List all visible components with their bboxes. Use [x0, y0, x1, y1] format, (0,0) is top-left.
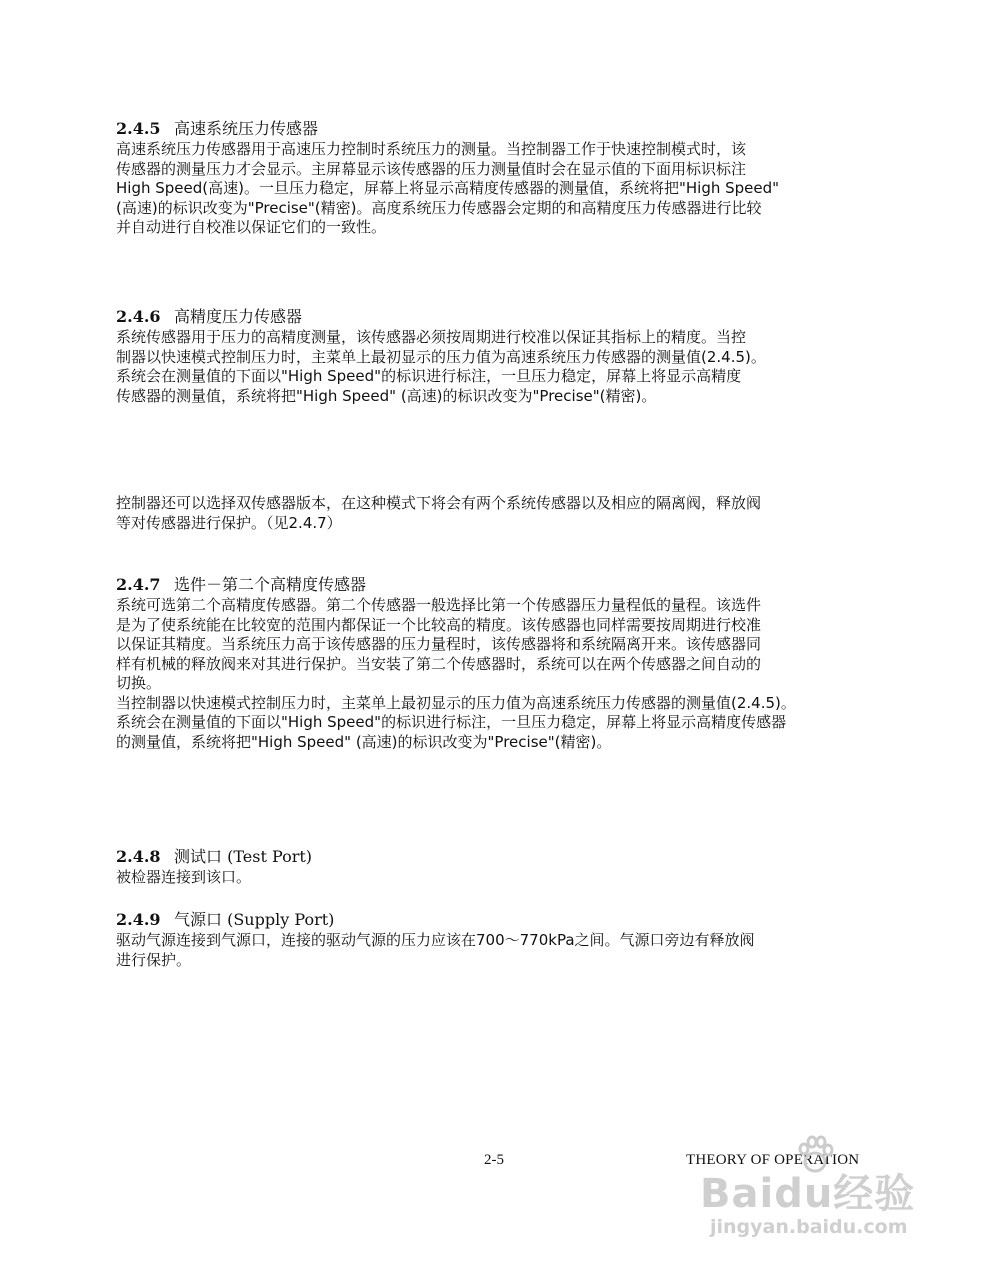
section-heading	[116, 574, 916, 596]
section-heading	[116, 846, 916, 868]
section-number: 2.4.6	[116, 307, 161, 326]
paragraph-line: 驱动气源连接到气源口，连接的驱动气源的压力应该在700～770kPa之间。气源口旁边有释放阀	[116, 931, 755, 949]
section-2-4-6	[116, 306, 916, 406]
paragraph-line: 当控制器以快速模式控制压力时，主菜单上最初显示的压力值为高速系统压力传感器的测量值(2.4.5)。	[116, 693, 796, 712]
section-number: 2.4.8	[116, 847, 161, 866]
paragraph-line: 进行保护。	[116, 950, 192, 969]
section-title: 选件－第二个高精度传感器	[174, 575, 367, 594]
section-2-4-5	[116, 118, 916, 238]
paragraph-line: 的测量值，系统将把"High Speed" (高速)的标识改变为"Precise"(精密)。	[116, 732, 612, 751]
watermark-url: jingyan.baidu.com	[710, 1216, 908, 1238]
watermark-logo: Baidu经验	[700, 1171, 916, 1217]
paragraph-line: 并自动进行自校准以保证它们的一致性。	[116, 218, 387, 236]
paragraph-line: 系统会在测量值的下面以"High Speed"的标识进行标注，一旦压力稳定，屏幕上将显示高精度	[116, 367, 742, 385]
paragraph-line: 传感器的测量值，系统将把"High Speed" (高速)的标识改变为"Precise"(精密)。	[116, 386, 657, 405]
section-heading	[116, 909, 916, 931]
baidu-watermark	[700, 1160, 916, 1265]
section-heading	[116, 118, 916, 140]
page-number: 2-5	[484, 1152, 504, 1168]
section-2-4-9	[116, 909, 916, 970]
section-title: 高速系统压力传感器	[174, 119, 319, 138]
chapter-title: THEORY OF OPERATION	[686, 1152, 860, 1168]
paragraph-line: 等对传感器进行保护。（见2.4.7）	[116, 513, 342, 532]
paragraph-line: 控制器还可以选择双传感器版本，在这种模式下将会有两个系统传感器以及相应的隔离阀，释放阀	[116, 494, 762, 512]
paragraph-line: 系统可选第二个高精度传感器。第二个传感器一般选择比第一个传感器压力量程低的量程。该选件	[116, 596, 762, 614]
dual-sensor-paragraph	[116, 494, 916, 533]
paragraph-line: 切换。	[116, 674, 162, 692]
section-title: 高精度压力传感器	[174, 307, 303, 326]
paragraph-line: 以保证其精度。当系统压力高于该传感器的压力量程时，该传感器将和系统隔离开来。该传感器同	[116, 635, 762, 653]
paragraph-line: 是为了使系统能在比较宽的范围内都保证一个比较高的精度。该传感器也同样需要按周期进行校准	[116, 615, 762, 634]
paragraph-line: (高速)的标识改变为"Precise"(精密)。高度系统压力传感器会定期的和高精度压力传感器进行比较	[116, 198, 762, 217]
section-2-4-8	[116, 846, 916, 888]
section-number: 2.4.7	[116, 575, 161, 594]
paragraph-line: 高速系统压力传感器用于高速压力控制时系统压力的测量。当控制器工作于快速控制模式时，该	[116, 140, 747, 158]
paragraph-line: 传感器的测量压力才会显示。主屏幕显示该传感器的压力测量值时会在显示值的下面用标识标注	[116, 159, 747, 178]
paragraph-line: 被检器连接到该口。	[116, 868, 252, 886]
section-number: 2.4.5	[116, 119, 161, 138]
section-title: 气源口 (Supply Port)	[174, 910, 335, 929]
paragraph-line: 样有机械的释放阀来对其进行保护。当安装了第二个传感器时，系统可以在两个传感器之间自动的	[116, 654, 762, 673]
paragraph-line: 系统会在测量值的下面以"High Speed"的标识进行标注，一旦压力稳定，屏幕上将显示高精度传感器	[116, 713, 787, 731]
paragraph-line: 系统传感器用于压力的高精度测量，该传感器必须按周期进行校准以保证其指标上的精度。当控	[116, 328, 747, 346]
section-title: 测试口 (Test Port)	[174, 847, 313, 866]
paragraph-line: High Speed(高速)。一旦压力稳定，屏幕上将显示高精度传感器的测量值，系统将把"High Speed"	[116, 179, 780, 197]
section-2-4-7	[116, 574, 916, 752]
section-heading	[116, 306, 916, 328]
section-number: 2.4.9	[116, 910, 161, 929]
paragraph-line: 制器以快速模式控制压力时，主菜单上最初显示的压力值为高速系统压力传感器的测量值(2.4.5)。	[116, 347, 766, 366]
